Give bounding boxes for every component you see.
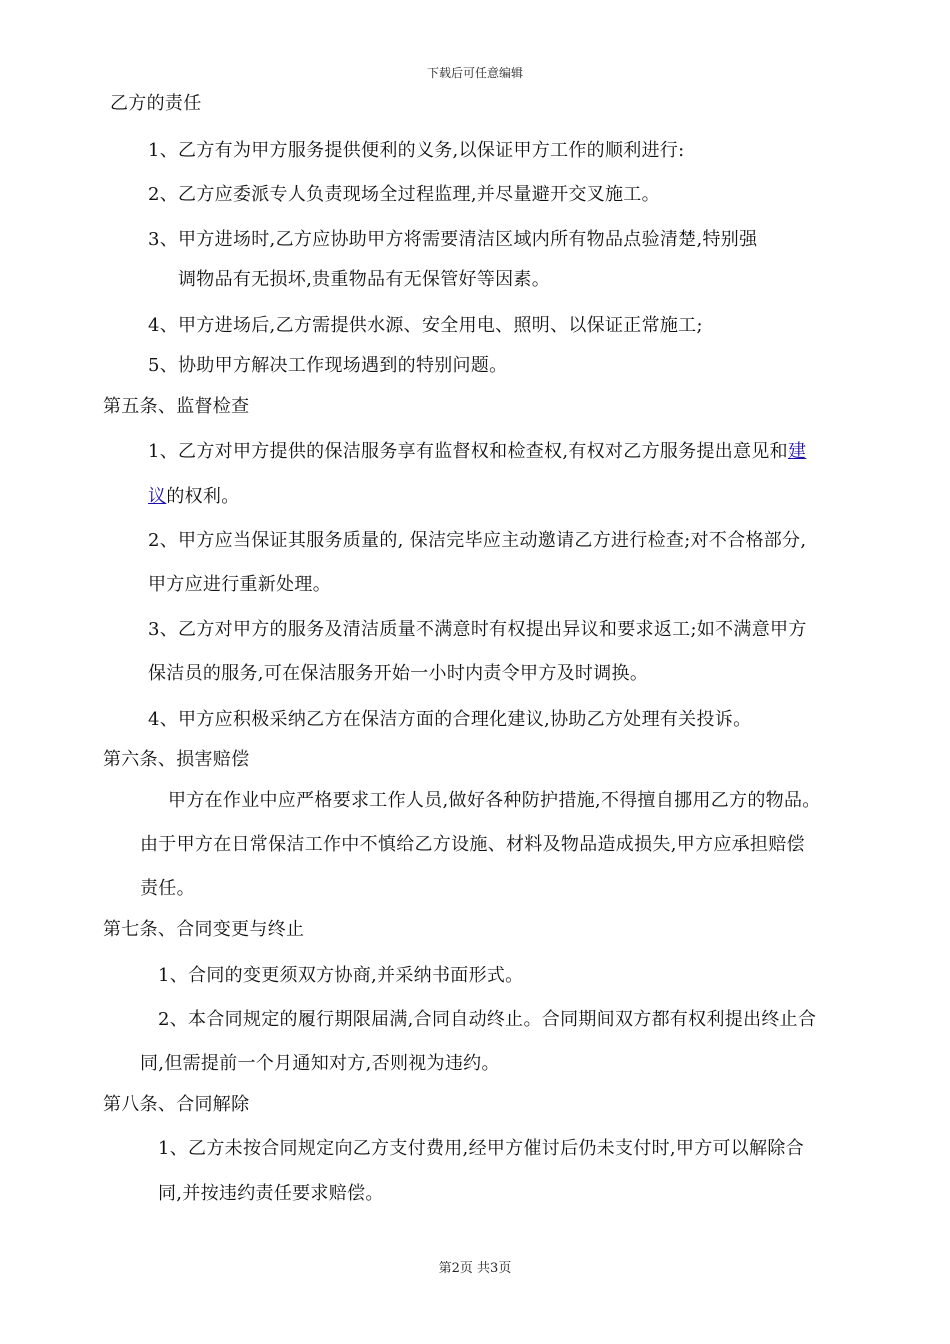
clause-item: 5、协助甲方解决工作现场遇到的特别问题。 [148,355,508,376]
clause-item: 1、合同的变更须双方协商,并采纳书面形式。 [158,965,524,986]
clause-item: 3、甲方进场时,乙方应协助甲方将需要清洁区域内所有物品点验清楚,特别强 [148,229,758,250]
section-heading: 第八条、合同解除 [103,1094,250,1115]
page-footer: 第2页 共3页 [438,1261,512,1276]
clause-item-continued: 调物品有无损坏,贵重物品有无保管好等因素。 [178,269,551,290]
clause-item-continued: 同,并按违约责任要求赔偿。 [158,1183,384,1204]
section-heading: 第六条、损害赔偿 [103,749,250,770]
clause-item-continued: 保洁员的服务,可在保洁服务开始一小时内责令甲方及时调换。 [148,663,649,684]
suggestion-link-continued[interactable]: 议 [148,486,167,507]
clause-item [148,440,806,464]
clause-text: 1、乙方对甲方提供的保洁服务享有监督权和检查权,有权对乙方服务提出意见和 [148,441,788,462]
clause-item-continued [148,485,240,509]
clause-item: 4、甲方进场后,乙方需提供水源、安全用电、照明、以保证正常施工; [148,315,703,336]
clause-item: 1、乙方有为甲方服务提供便利的义务,以保证甲方工作的顺利进行: [148,140,685,161]
page-header: 下载后可任意编辑 [426,66,523,80]
section-heading: 乙方的责任 [110,93,202,114]
paragraph-line: 责任。 [140,878,195,899]
clause-item: 2、甲方应当保证其服务质量的, 保洁完毕应主动邀请乙方进行检查;对不合格部分, [148,530,807,551]
clause-item: 4、甲方应积极采纳乙方在保洁方面的合理化建议,协助乙方处理有关投诉。 [148,709,752,730]
clause-text: 的权利。 [166,486,240,507]
clause-item: 3、乙方对甲方的服务及清洁质量不满意时有权提出异议和要求返工;如不满意甲方 [148,619,807,640]
clause-item-continued: 同,但需提前一个月通知对方,否则视为违约。 [140,1053,500,1074]
clause-item: 2、乙方应委派专人负责现场全过程监理,并尽量避开交叉施工。 [148,184,660,205]
paragraph-line: 甲方在作业中应严格要求工作人员,做好各种防护措施,不得擅自挪用乙方的物品。 [168,790,821,811]
clause-item: 2、本合同规定的履行期限届满,合同自动终止。合同期间双方都有权利提出终止合 [158,1009,817,1030]
paragraph-line: 由于甲方在日常保洁工作中不慎给乙方设施、材料及物品造成损失,甲方应承担赔偿 [140,834,805,855]
clause-item: 1、乙方未按合同规定向乙方支付费用,经甲方催讨后仍未支付时,甲方可以解除合 [158,1138,804,1159]
clause-item-continued: 甲方应进行重新处理。 [148,574,331,595]
section-heading: 第五条、监督检查 [103,396,250,417]
suggestion-link[interactable]: 建 [787,441,807,462]
section-heading: 第七条、合同变更与终止 [103,919,305,940]
